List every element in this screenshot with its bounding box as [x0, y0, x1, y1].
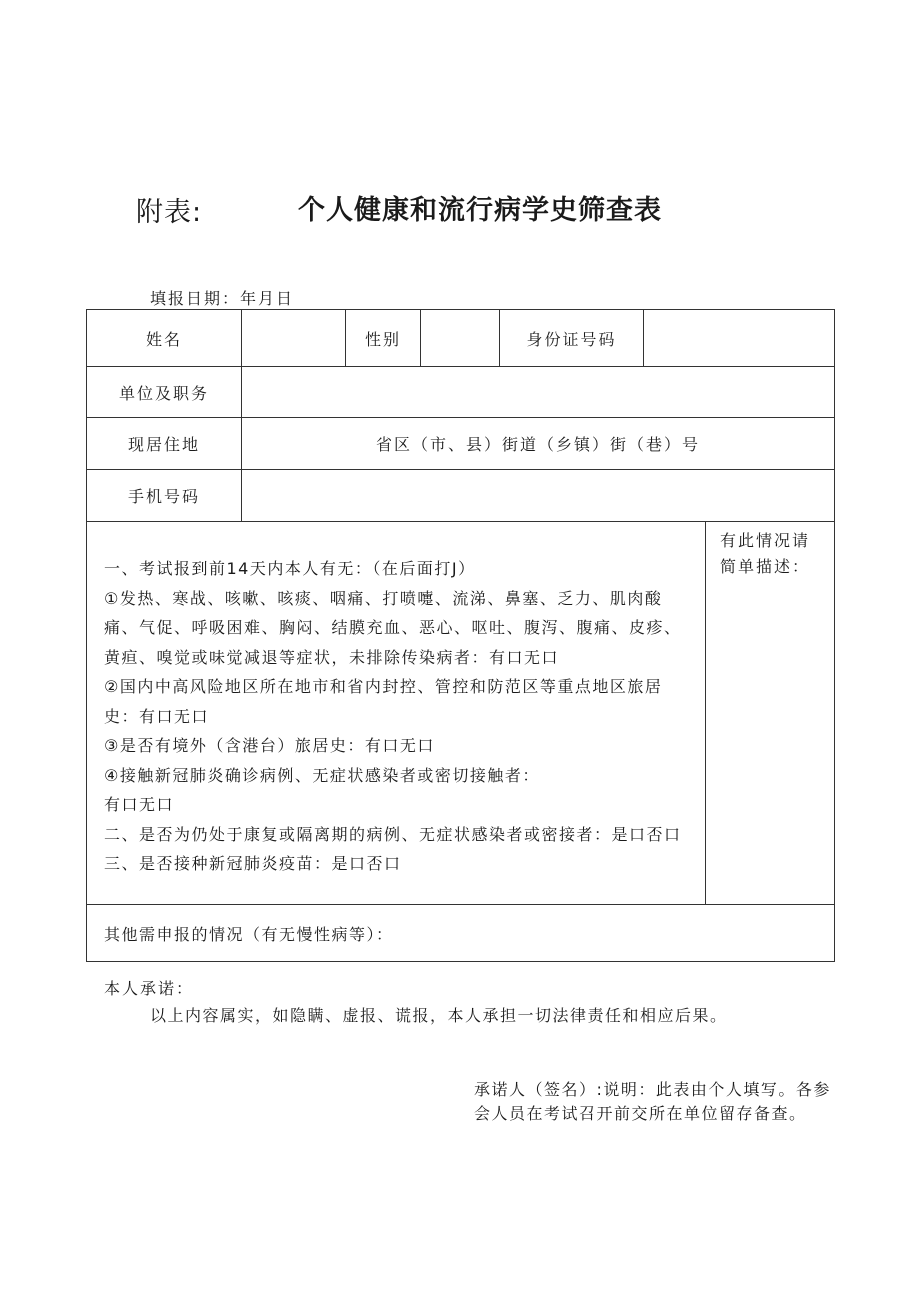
screening-item-overseas-travel[interactable]: ③是否有境外（含港台）旅居史：有口无口: [104, 736, 435, 755]
name-label: 姓名: [87, 310, 242, 367]
row-other: [87, 905, 835, 962]
screening-item-contact-answer[interactable]: 有口无口: [104, 795, 175, 814]
screening-form-table: [86, 309, 835, 962]
id-number-field[interactable]: [644, 310, 835, 367]
phone-label: 手机号码: [87, 470, 242, 522]
attachment-label: 附表:: [136, 197, 203, 228]
row-phone: [87, 470, 835, 522]
fill-date-field[interactable]: 填报日期：年月日: [150, 289, 295, 308]
unit-field[interactable]: [242, 367, 835, 418]
pledge-heading: 本人承诺：: [104, 979, 195, 998]
name-field[interactable]: [242, 310, 346, 367]
screening-item-contact: ④接触新冠肺炎确诊病例、无症状感染者或密切接触者：: [104, 765, 540, 785]
screening-item-recovery[interactable]: 二、是否为仍处于康复或隔离期的病例、无症状感染者或密接者：是口否口: [104, 824, 682, 844]
id-number-label: 身份证号码: [500, 310, 644, 367]
signer-note[interactable]: 承诺人（签名）:说明：此表由个人填写。各参会人员在考试召开前交所在单位留存备查。: [474, 1080, 831, 1123]
screening-item-domestic-travel[interactable]: ②国内中高风险地区所在地市和省内封控、管控和防范区等重点地区旅居史：有口无口: [104, 677, 663, 726]
row-screening: [87, 522, 835, 905]
gender-label: 性别: [346, 310, 421, 367]
pledge-text: 以上内容属实，如隐瞒、虚报、谎报，本人承担一切法律责任和相应后果。: [150, 1006, 728, 1025]
row-address: [87, 418, 835, 470]
other-conditions-field[interactable]: 其他需申报的情况（有无慢性病等）：: [87, 905, 835, 962]
row-identity: [87, 310, 835, 367]
address-label: 现居住地: [87, 418, 242, 470]
address-field[interactable]: 省区（市、县）街道（乡镇）街（巷）号: [242, 418, 835, 470]
row-unit: [87, 367, 835, 418]
screening-questions: [87, 522, 706, 905]
screening-intro: 一、考试报到前14天内本人有无：（在后面打J）: [104, 559, 476, 578]
page-title: 个人健康和流行病学史筛查表: [298, 195, 662, 226]
screening-item-symptoms[interactable]: ①发热、寒战、咳嗽、咳痰、咽痛、打喷嚏、流涕、鼻塞、乏力、肌肉酸痛、气促、呼吸困难、胸闷、结膜充血、恶心、呕吐、腹泻、腹痛、皮疹、黄疸、嗅觉或味觉减退等症状，未排除传染病者：有口无口: [104, 588, 682, 667]
phone-field[interactable]: [242, 470, 835, 522]
gender-field[interactable]: [421, 310, 500, 367]
unit-label: 单位及职务: [87, 367, 242, 418]
description-field[interactable]: 有此情况请简单描述：: [706, 522, 835, 905]
screening-item-vaccine[interactable]: 三、是否接种新冠肺炎疫苗：是口否口: [104, 854, 402, 873]
